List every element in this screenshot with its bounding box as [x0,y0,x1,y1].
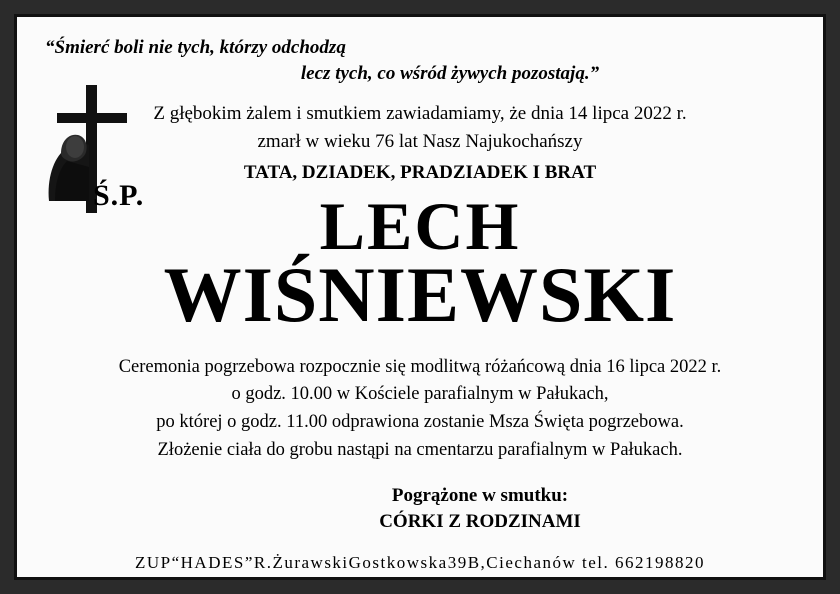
funeral-home-footer: ZUP“HADES”R.ŻurawskiGostkowska39B,Ciechanów tel. 662198820 [134,553,706,572]
mourning-line-1: Pogrążone w smutku: [391,484,569,506]
announcement-line-2: zmarł w wieku 76 lat Nasz Najukochańszy [257,130,583,152]
deceased-last-name: WIŚNIEWSKI [163,250,677,338]
ceremony-line-2: o godz. 10.00 w Kościele parafialnym w Pałukach, [231,384,609,405]
mourning-signature [35,483,805,536]
mourning-line-2: CÓRKI Z RODZINAMI [379,511,581,533]
quote-line-2: lecz tych, co wśród żywych pozostają.” [300,62,600,84]
quote-line-1: “Śmierć boli nie tych, którzy odchodzą [45,37,346,58]
announcement-line-1: Z głębokim żalem i smutkiem zawiadamiamy, że dnia 14 lipca 2022 r. [153,103,687,125]
sp-abbreviation: Ś.P. [93,179,145,212]
ceremony-details [35,354,805,465]
cross-emblem [31,83,161,218]
quote-block [35,35,805,86]
ceremony-line-1: Ceremonia pogrzebowa rozpocznie się modlitwą różańcową dnia 16 lipca 2022 r. [118,356,722,377]
deceased-first-name: LECH [319,187,521,264]
announcement-relation: TATA, DZIADEK, PRADZIADEK I BRAT [243,162,597,184]
notice-content [17,17,823,577]
notice-card [14,14,826,580]
ceremony-line-4: Złożenie ciała do grobu nastąpi na cmentarzu parafialnym w Pałukach. [157,439,683,460]
ceremony-line-3: po której o godz. 11.00 odprawiona zostanie Msza Święta pogrzebowa. [156,412,684,433]
